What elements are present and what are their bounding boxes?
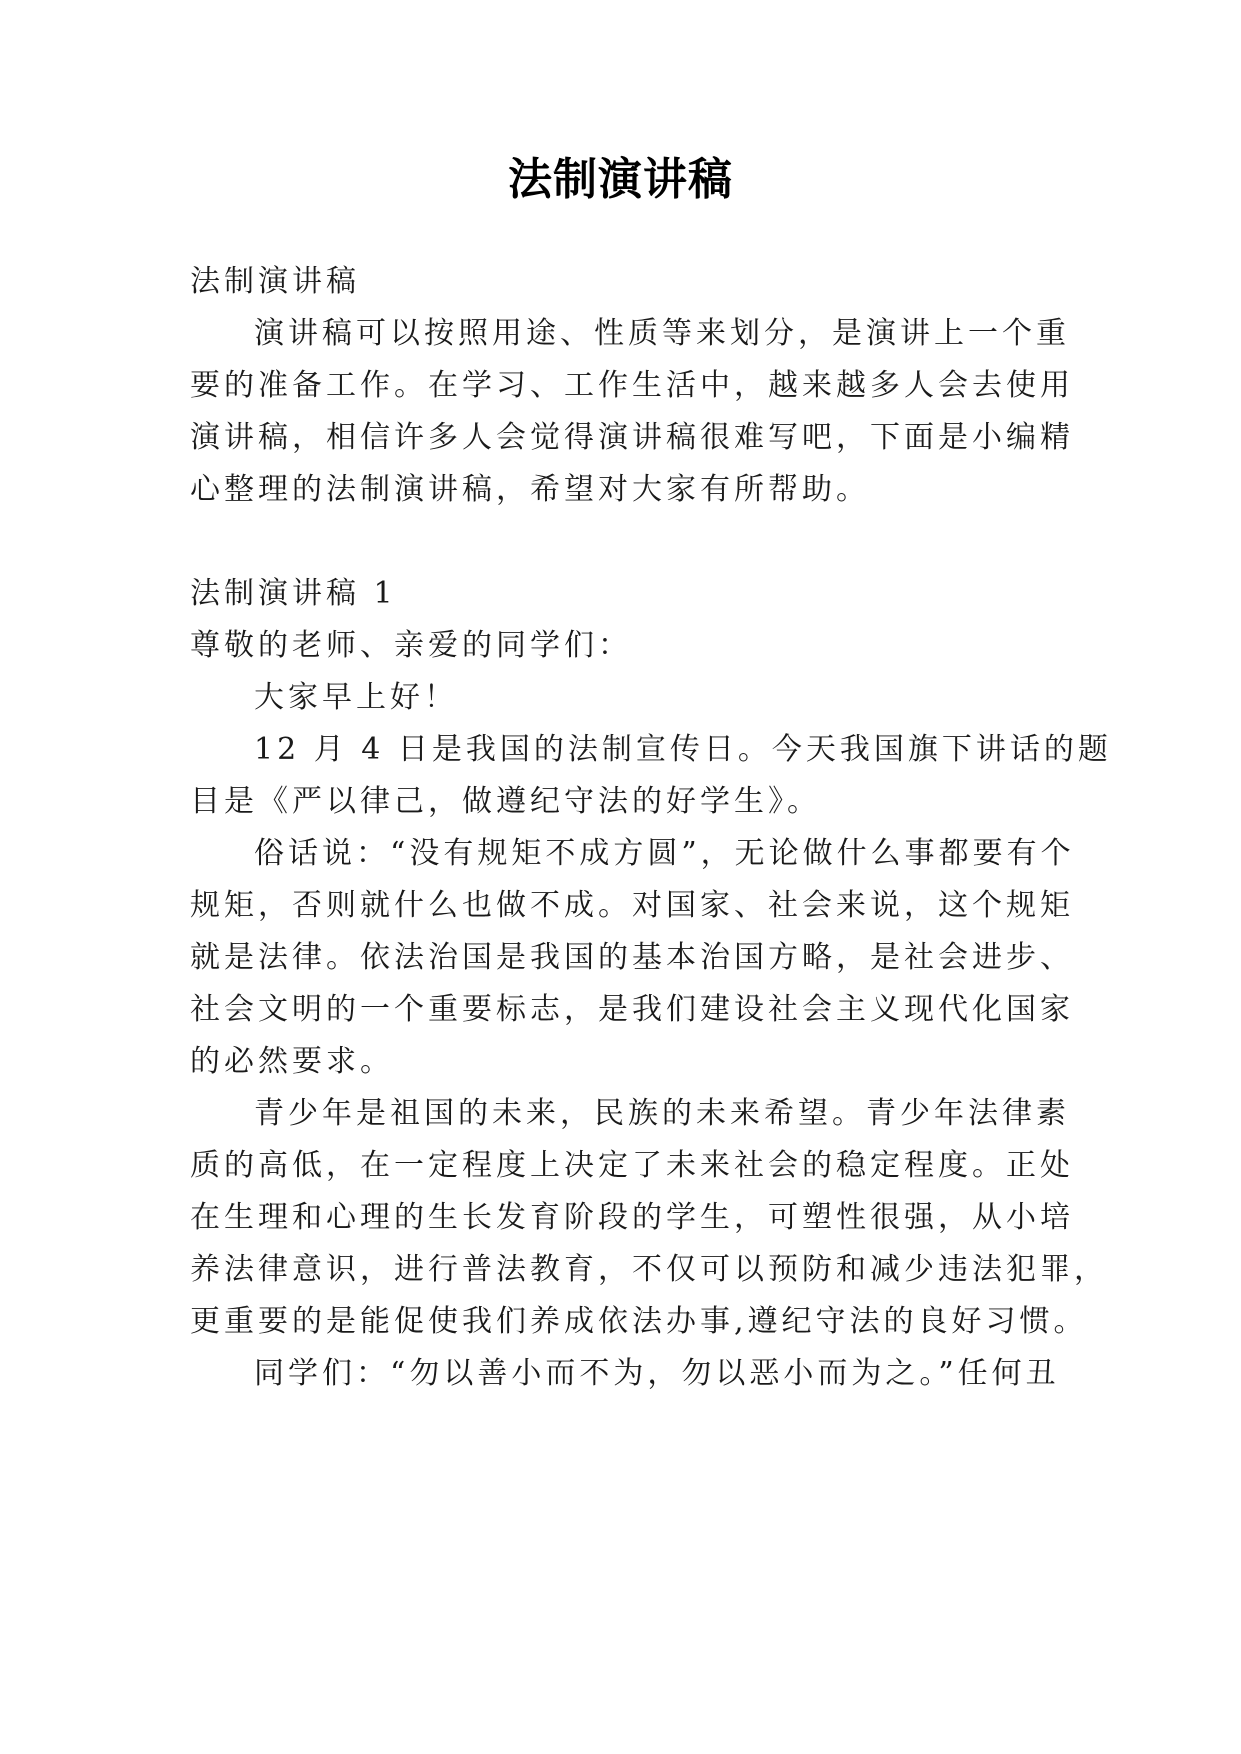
paragraph-line: 的必然要求。 [190, 1044, 394, 1079]
paragraph-line: 就是法律。依法治国是我国的基本治国方略，是社会进步、 [190, 940, 1074, 975]
paragraph-line: 同学们：“勿以善小而不为，勿以恶小而为之。”任何丑 [254, 1356, 1060, 1391]
paragraph-line: 12 月 4 日是我国的法制宣传日。今天我国旗下讲话的题 [254, 732, 1112, 767]
intro-line: 演讲稿，相信许多人会觉得演讲稿很难写吧，下面是小编精 [190, 420, 1074, 455]
paragraph-line: 青少年是祖国的未来，民族的未来希望。青少年法律素 [254, 1096, 1070, 1131]
intro-line: 心整理的法制演讲稿，希望对大家有所帮助。 [190, 472, 870, 507]
intro-line: 要的准备工作。在学习、工作生活中，越来越多人会去使用 [190, 368, 1074, 403]
paragraph-line: 目是《严以律己，做遵纪守法的好学生》。 [190, 784, 821, 819]
article-heading: 法制演讲稿 [190, 264, 360, 299]
section-title: 法制演讲稿 1 [190, 576, 397, 611]
paragraph-line: 更重要的是能促使我们养成依法办事,遵纪守法的良好习惯。 [190, 1304, 1088, 1339]
paragraph-line: 俗话说：“没有规矩不成方圆”，无论做什么事都要有个 [254, 836, 1075, 871]
greeting: 大家早上好！ [254, 680, 458, 715]
paragraph-line: 质的高低，在一定程度上决定了未来社会的稳定程度。正处 [190, 1148, 1074, 1183]
paragraph-line: 规矩，否则就什么也做不成。对国家、社会来说，这个规矩 [190, 888, 1074, 923]
paragraph-line: 在生理和心理的生长发育阶段的学生，可塑性很强，从小培 [190, 1200, 1074, 1235]
document-title: 法制演讲稿 [508, 154, 733, 205]
paragraph-line: 养法律意识，进行普法教育，不仅可以预防和减少违法犯罪， [190, 1252, 1108, 1287]
intro-line: 演讲稿可以按照用途、性质等来划分，是演讲上一个重 [254, 316, 1070, 351]
paragraph-line: 社会文明的一个重要标志，是我们建设社会主义现代化国家 [190, 992, 1074, 1027]
salutation: 尊敬的老师、亲爱的同学们： [190, 628, 632, 663]
